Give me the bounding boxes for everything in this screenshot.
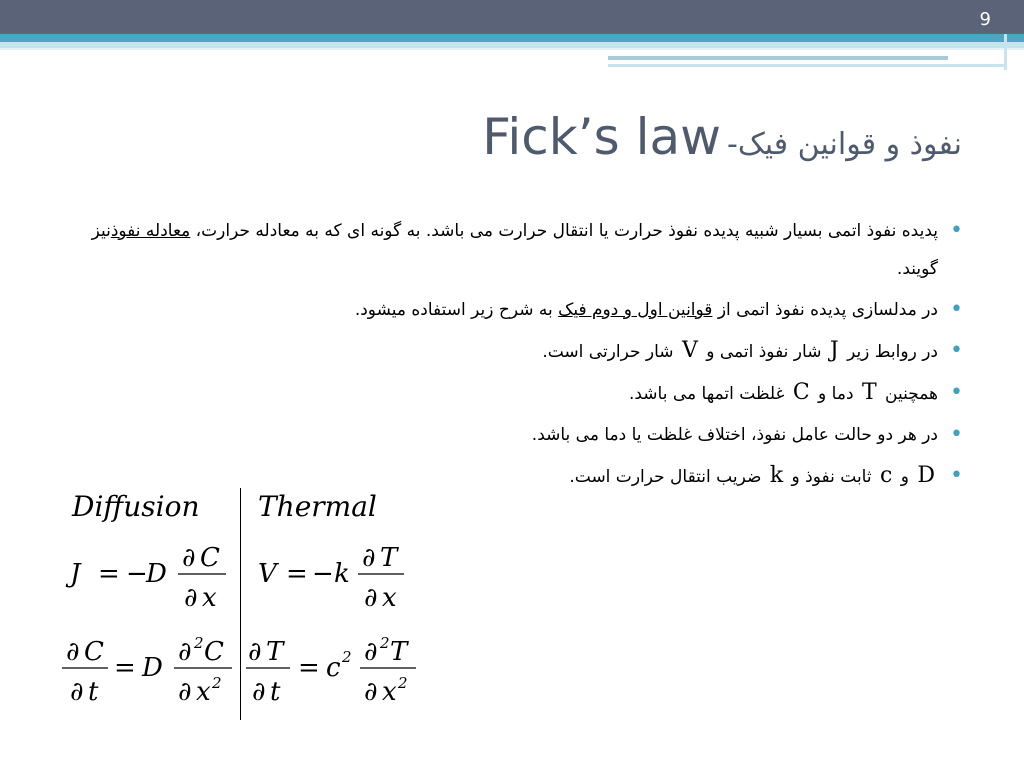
bullet-item bbox=[56, 212, 966, 288]
partial-symbol: ∂ bbox=[364, 637, 378, 667]
eq-minus: − bbox=[126, 559, 148, 589]
eq-C: C bbox=[200, 543, 220, 573]
header-bar bbox=[0, 0, 1024, 34]
bullet-text: دما و bbox=[812, 384, 859, 404]
bullet-text: و bbox=[895, 467, 915, 487]
eq-t: t bbox=[270, 677, 281, 707]
bullet-text: ثابت نفوذ و bbox=[786, 467, 877, 487]
eq-c: c bbox=[326, 653, 341, 683]
partial-symbol: ∂ bbox=[178, 677, 192, 707]
eq-x: x bbox=[382, 583, 397, 613]
eq-T: T bbox=[390, 637, 408, 667]
partial-symbol: ∂ bbox=[70, 677, 84, 707]
eq-x: x bbox=[196, 677, 211, 707]
eq-t: t bbox=[88, 677, 99, 707]
bullet-text: شار حرارتی است. bbox=[542, 342, 679, 362]
eq-x: x bbox=[382, 677, 397, 707]
bullet-text: در مدلسازی پدیده نفوذ اتمی از bbox=[712, 300, 938, 320]
eq-equals: = bbox=[114, 653, 136, 683]
eq-D: D bbox=[142, 653, 163, 683]
exponent: 2 bbox=[380, 634, 390, 652]
symbol: k bbox=[769, 463, 784, 488]
decorative-line bbox=[608, 56, 948, 60]
decorative-line bbox=[1004, 34, 1007, 70]
header-diffusion: Diffusion bbox=[72, 490, 200, 523]
eq-k: k bbox=[334, 559, 350, 589]
eq-equals: = bbox=[98, 559, 120, 589]
eq-J: J bbox=[70, 559, 81, 589]
partial-symbol: ∂ bbox=[364, 583, 378, 613]
title-latin: Fick’s law bbox=[482, 108, 722, 166]
exponent: 2 bbox=[398, 674, 408, 692]
bullet-text: شار نفوذ اتمی و bbox=[700, 342, 827, 362]
bullet-text: نیز گویند. bbox=[91, 221, 938, 279]
bullet-text: به شرح زیر استفاده میشود. bbox=[354, 300, 559, 320]
eq-T: T bbox=[380, 543, 398, 573]
bullet-list bbox=[56, 212, 966, 499]
underlined-term: قوانین اول و دوم فیک bbox=[558, 300, 713, 320]
slide-title bbox=[482, 108, 962, 166]
eq-minus: − bbox=[312, 559, 334, 589]
exponent: 2 bbox=[194, 634, 204, 652]
bullet-text: ضریب انتقال حرارت است. bbox=[569, 467, 767, 487]
eq-V: V bbox=[258, 559, 277, 589]
bullet-text: غلظت اتمها می باشد. bbox=[628, 384, 790, 404]
partial-symbol: ∂ bbox=[252, 677, 266, 707]
symbol: c bbox=[880, 463, 893, 488]
bullet-item bbox=[56, 332, 966, 371]
bullet-text: در روابط زیر bbox=[841, 342, 938, 362]
eq-D: D bbox=[146, 559, 167, 589]
underlined-term: معادله نفوذ bbox=[110, 221, 191, 241]
decorative-line bbox=[608, 64, 1006, 67]
partial-symbol: ∂ bbox=[364, 677, 378, 707]
eq-x: x bbox=[202, 583, 217, 613]
title-persian: نفوذ و قوانین فیک bbox=[737, 127, 962, 162]
title-separator: - bbox=[727, 127, 738, 162]
symbol: T bbox=[861, 380, 877, 405]
partial-symbol: ∂ bbox=[184, 583, 198, 613]
bullet-text: در هر دو حالت عامل نفوذ، اختلاف غلظت یا دما می باشد. bbox=[531, 425, 938, 445]
partial-symbol: ∂ bbox=[66, 637, 80, 667]
bullet-item bbox=[56, 374, 966, 413]
bullet-item bbox=[56, 291, 966, 329]
eq-equals: = bbox=[286, 559, 308, 589]
symbol: D bbox=[917, 463, 935, 488]
partial-symbol: ∂ bbox=[362, 543, 376, 573]
equation-table bbox=[60, 484, 430, 724]
header-stripe bbox=[0, 34, 1024, 42]
eq-equals: = bbox=[298, 653, 320, 683]
exponent: 2 bbox=[342, 648, 352, 666]
partial-symbol: ∂ bbox=[178, 637, 192, 667]
bullet-text: پدیده نفوذ اتمی بسیار شبیه پدیده نفوذ حرارت یا انتقال حرارت می باشد. به گونه ای که به معادله حرارت، bbox=[190, 221, 938, 241]
symbol: J bbox=[829, 338, 839, 363]
partial-symbol: ∂ bbox=[248, 637, 262, 667]
symbol: V bbox=[681, 338, 698, 363]
eq-T: T bbox=[266, 637, 284, 667]
header-thermal: Thermal bbox=[258, 490, 377, 523]
partial-symbol: ∂ bbox=[182, 543, 196, 573]
exponent: 2 bbox=[212, 674, 222, 692]
slide-number: 9 bbox=[979, 9, 991, 30]
symbol: C bbox=[792, 380, 810, 405]
bullet-text: همچنین bbox=[879, 384, 938, 404]
eq-C: C bbox=[84, 637, 104, 667]
fick-equations bbox=[60, 534, 430, 724]
bullet-item bbox=[56, 416, 966, 454]
eq-C: C bbox=[204, 637, 224, 667]
header-stripe-faint bbox=[0, 48, 1024, 50]
